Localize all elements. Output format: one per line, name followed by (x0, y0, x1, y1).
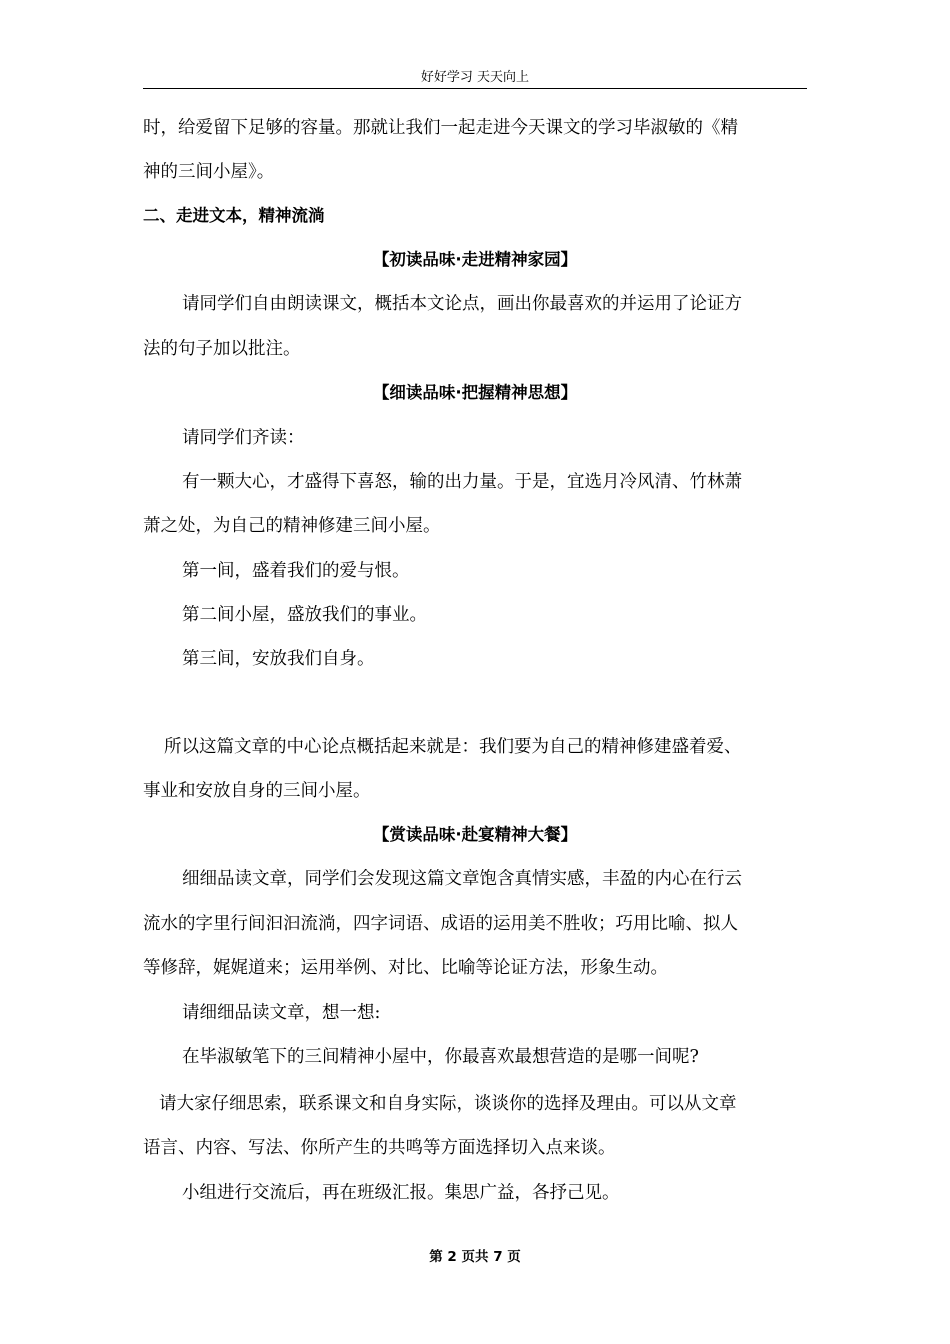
subsection-heading: 【细读品味·把握精神思想】 (372, 383, 578, 402)
paragraph-line: 请同学们自由朗读课文，概括本文论点，画出你最喜欢的并运用了论证方 (182, 294, 742, 314)
paragraph-line: 事业和安放自身的三间小屋。 (143, 781, 371, 801)
quote-line: 第三间，安放我们自身。 (182, 649, 375, 669)
paragraph-line: 流水的字里行间汩汩流淌，四字词语、成语的运用美不胜收；巧用比喻、拟人 (143, 914, 738, 934)
question-line: 在毕淑敏笔下的三间精神小屋中，你最喜欢最想营造的是哪一间呢? (182, 1047, 699, 1067)
quote-line: 萧之处，为自己的精神修建三间小屋。 (143, 516, 441, 536)
quote-line: 第一间，盛着我们的爱与恨。 (182, 561, 410, 581)
paragraph-line: 时，给爱留下足够的容量。那就让我们一起走进今天课文的学习毕淑敏的《精 (143, 118, 738, 138)
section-heading: 二、走进文本，精神流淌 (143, 206, 325, 225)
paragraph-line: 法的句子加以批注。 (143, 339, 301, 359)
page-footer: 第 2 页共 7 页 (429, 1249, 521, 1265)
paragraph-line: 请同学们齐读： (182, 428, 305, 448)
page-header: 好好学习 天天向上 (143, 68, 807, 89)
paragraph-line: 等修辞，娓娓道来；运用举例、对比、比喻等论证方法，形象生动。 (143, 958, 668, 978)
quote-line: 有一颗大心，才盛得下喜怒，输的出力量。于是，宜选月冷风清、竹林萧 (182, 472, 742, 492)
paragraph-line: 语言、内容、写法、你所产生的共鸣等方面选择切入点来谈。 (143, 1138, 616, 1158)
paragraph-line: 细细品读文章，同学们会发现这篇文章饱含真情实感，丰盈的内心在行云 (182, 869, 742, 889)
subsection-heading: 【赏读品味·赴宴精神大餐】 (372, 825, 578, 844)
quote-line: 第二间小屋，盛放我们的事业。 (182, 605, 427, 625)
paragraph-line: 所以这篇文章的中心论点概括起来就是：我们要为自己的精神修建盛着爱、 (164, 737, 742, 757)
subsection-heading: 【初读品味·走进精神家园】 (372, 250, 578, 269)
paragraph-line: 小组进行交流后，再在班级汇报。集思广益，各抒己见。 (182, 1183, 620, 1203)
paragraph-line: 请细细品读文章，想一想: (182, 1003, 381, 1023)
paragraph-line: 神的三间小屋》。 (143, 162, 275, 182)
paragraph-line: 请大家仔细思索，联系课文和自身实际，谈谈你的选择及理由。可以从文章 (159, 1094, 737, 1114)
